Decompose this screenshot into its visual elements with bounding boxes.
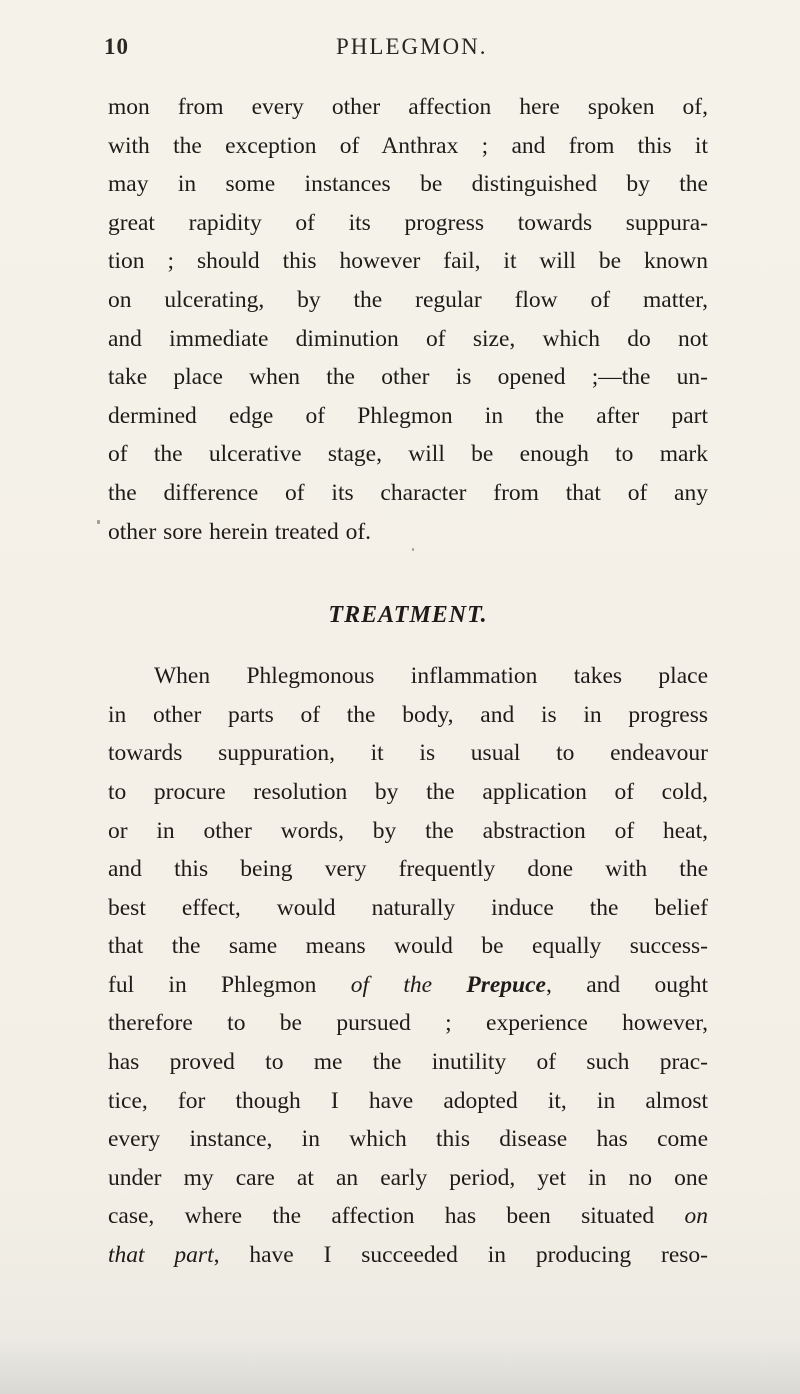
text-line: therefore to be pursued ; experience however, — [108, 1010, 708, 1037]
paper-speck — [97, 520, 100, 524]
text-line: tice, for though I have adopted it, in almost — [108, 1087, 708, 1114]
body-text — [108, 88, 708, 1275]
text-line: dermined edge of Phlegmon in the after part — [108, 402, 708, 429]
text-line: other sore herein treated of. — [108, 518, 372, 545]
text-line: under my care at an early period, yet in no one — [108, 1164, 708, 1191]
text-run: ful in Phlegmon — [108, 971, 351, 998]
text-line: may in some instances be distinguished by the — [108, 171, 708, 198]
page-number: 10 — [104, 34, 129, 59]
text-line: tion ; should this however fail, it will be known — [108, 248, 708, 275]
italic-run: the — [368, 971, 467, 998]
text-run: , have I succeeded in producing reso- — [213, 1242, 708, 1269]
italic-run: of — [350, 971, 369, 998]
italic-run: that part — [108, 1242, 214, 1269]
text-line — [108, 1197, 708, 1236]
text-line — [108, 966, 708, 1005]
text-line: great rapidity of its progress towards suppura- — [108, 209, 708, 236]
page-header — [104, 34, 716, 68]
text-line: of the ulcerative stage, will be enough to mark — [108, 441, 708, 468]
text-line — [108, 1236, 708, 1275]
text-line: on ulcerating, by the regular flow of matter, — [108, 286, 708, 313]
text-line: in other parts of the body, and is in progress — [108, 701, 708, 728]
text-line: with the exception of Anthrax ; and from this it — [108, 132, 708, 159]
text-line: that the same means would be equally success- — [108, 933, 708, 960]
text-line: towards suppuration, it is usual to endeavour — [108, 740, 708, 767]
text-line: the difference of its character from that of any — [108, 479, 708, 506]
text-line: and this being very frequently done with the — [108, 856, 708, 883]
text-run: case, where the affection has been situated — [108, 1203, 685, 1230]
paragraph-description — [108, 88, 708, 551]
text-line: has proved to me the inutility of such prac- — [108, 1049, 708, 1076]
text-line: and immediate diminution of size, which do not — [108, 325, 708, 352]
text-line: every instance, in which this disease has come — [108, 1126, 708, 1153]
text-line: or in other words, by the abstraction of heat, — [108, 817, 708, 844]
text-line: take place when the other is opened ;—the un- — [108, 364, 708, 391]
text-line: When Phlegmonous inflammation takes place — [154, 663, 708, 690]
text-line: to procure resolution by the application of cold, — [108, 778, 708, 805]
paper-speck — [412, 548, 414, 551]
section-heading: TREATMENT. — [328, 602, 488, 629]
text-line: mon from every other affection here spoken of, — [108, 94, 708, 120]
italic-run: Prepuce — [466, 971, 546, 998]
italic-run: on — [684, 1203, 708, 1230]
running-head: PHLEGMON. — [336, 34, 488, 59]
paragraph-treatment — [108, 657, 708, 1275]
text-line: best effect, would naturally induce the belief — [108, 894, 708, 921]
text-run: , and ought — [545, 971, 708, 998]
